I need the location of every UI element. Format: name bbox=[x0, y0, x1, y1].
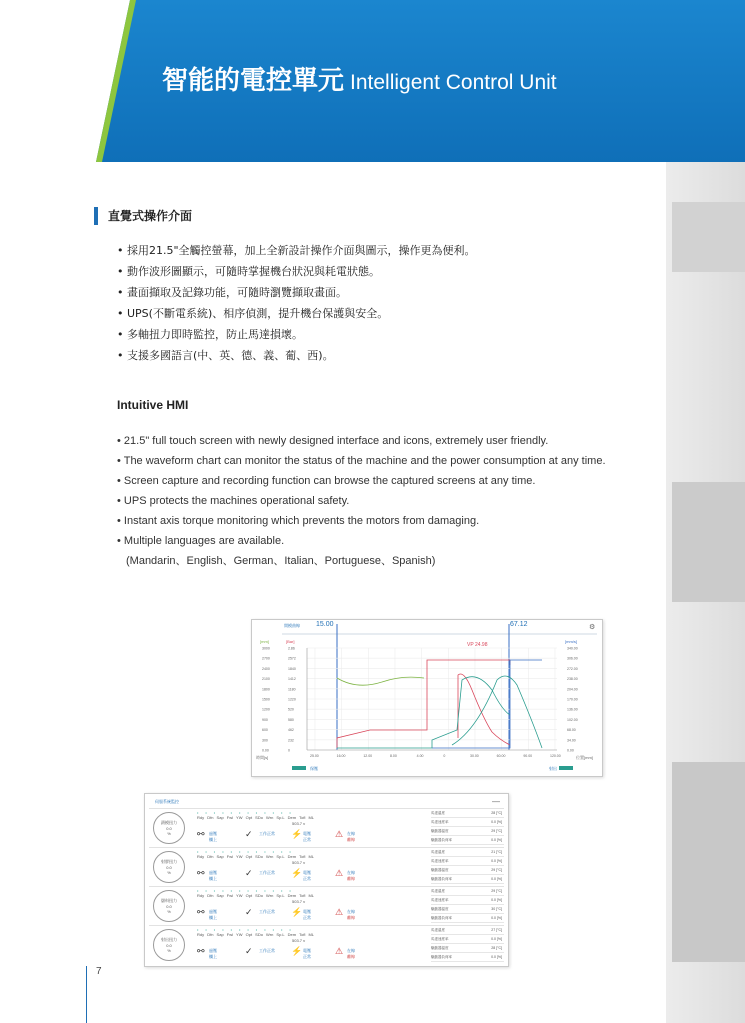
table-label: 驅動器溫度 bbox=[431, 907, 449, 911]
left-tick-label-2: 1412 bbox=[288, 677, 296, 682]
state-labels: Rdy Dfn Sap Fwl YW Opt SDo Wrn Sp.L Dem Tofl ML bbox=[197, 854, 314, 859]
err-b: 離線 bbox=[347, 954, 355, 959]
mode-a: 過壓 bbox=[209, 948, 217, 953]
list-item-text: Multiple languages are available. bbox=[123, 535, 285, 547]
mode-a: 過壓 bbox=[209, 909, 217, 914]
right-tick-label: 136.00 bbox=[567, 707, 578, 712]
ok-a: 電壓 bbox=[303, 870, 311, 875]
left-tick-label-2: 1180 bbox=[288, 687, 296, 692]
table-row bbox=[431, 875, 504, 884]
table-row bbox=[431, 836, 504, 845]
right-tick-label: 238.00 bbox=[567, 677, 578, 682]
list-item: • Screen capture and recording function can browse the captured screens at any time. bbox=[117, 471, 627, 491]
lightning-icon: ⚡ bbox=[291, 868, 303, 878]
torque-gauge bbox=[153, 929, 185, 961]
connection-icon: ⚠ bbox=[335, 907, 344, 917]
left-tick-label: 3000 bbox=[262, 646, 270, 651]
gauge-unit: % bbox=[167, 948, 171, 953]
list-item: • UPS protects the machines operational safety. bbox=[117, 491, 627, 511]
right-tick-label: 204.00 bbox=[567, 687, 578, 692]
err-b: 離線 bbox=[347, 837, 355, 842]
left-tick-label-2: 2572 bbox=[288, 656, 296, 661]
left-tick-label-2: 462 bbox=[288, 728, 294, 733]
close-icon[interactable]: — bbox=[492, 797, 500, 806]
table-row bbox=[431, 887, 504, 896]
legend-swatch-left bbox=[292, 766, 306, 770]
x-tick-label: 16.00 bbox=[336, 754, 346, 758]
table-label: 馬達速度率 bbox=[431, 859, 449, 863]
mode-status bbox=[209, 831, 217, 843]
voltage-status bbox=[303, 948, 311, 960]
table-label: 驅動器負荷率 bbox=[431, 916, 452, 920]
hmi-servo-monitor-screenshot bbox=[144, 793, 509, 967]
list-item: • 支援多國語言(中、英、德、義、葡、西)。 bbox=[117, 345, 476, 366]
table-value: 0.0 [%] bbox=[491, 916, 502, 920]
connection-status bbox=[347, 948, 355, 960]
hmi-waveform-screenshot bbox=[251, 619, 603, 777]
left-unit-bar: [Bar] bbox=[286, 639, 295, 644]
header-banner bbox=[0, 0, 745, 162]
left-tick-label-2: 232 bbox=[288, 738, 294, 743]
left-tick-label: 600 bbox=[262, 728, 268, 733]
ok-b: 正常 bbox=[303, 915, 311, 920]
err-a: 在線 bbox=[347, 948, 355, 953]
voltage-readout: 503.7 v bbox=[292, 821, 306, 826]
page-number: 7 bbox=[96, 966, 102, 977]
table-row bbox=[431, 857, 504, 866]
side-photo-band bbox=[666, 162, 745, 1023]
torque-gauge bbox=[153, 890, 185, 922]
status-dots: •••••••••••• bbox=[197, 927, 298, 932]
right-tick-label: 306.00 bbox=[567, 656, 578, 661]
gauge-label: 射出扭力 bbox=[161, 937, 177, 942]
gauge-value: 0.0 bbox=[166, 826, 172, 831]
cursor-right-value: 67.12 bbox=[510, 621, 528, 628]
check-circle-icon: ✓ bbox=[245, 868, 253, 878]
side-band-block bbox=[672, 762, 745, 962]
side-band-block bbox=[672, 202, 745, 272]
right-unit: [mm/s] bbox=[565, 639, 577, 644]
mode-b: 欄上 bbox=[209, 837, 217, 842]
list-item: • UPS(不斷電系統)、相序偵測，提升機台保護與安全。 bbox=[117, 303, 476, 324]
x-tick-label: 25.00 bbox=[310, 754, 319, 758]
page-title-zh: 智能的電控單元 bbox=[162, 66, 345, 96]
drive-data-table bbox=[431, 848, 504, 884]
list-item: • Instant axis torque monitoring which prevents the motors from damaging. bbox=[117, 511, 627, 531]
x-tick-label: 90.00 bbox=[523, 754, 533, 758]
connection-icon: ⚠ bbox=[335, 868, 344, 878]
lightning-icon: ⚡ bbox=[291, 946, 303, 956]
right-tick-label: 272.00 bbox=[567, 666, 578, 671]
table-value: 30 [°C] bbox=[491, 907, 502, 911]
state-labels: Rdy Dfn Sap Fwl YW Opt SDo Wrn Sp.L Dem Tofl ML bbox=[197, 815, 314, 820]
list-item: • 動作波形圖顯示，可隨時掌握機台狀況與耗電狀態。 bbox=[117, 261, 476, 282]
left-tick-label-2: 520 bbox=[288, 707, 294, 712]
settings-gear-icon[interactable]: ⚙ bbox=[589, 624, 596, 631]
x-tick-label: 60.00 bbox=[496, 754, 506, 758]
right-tick-label: 68.00 bbox=[567, 728, 576, 733]
list-item: • 21.5" full touch screen with newly designed interface and icons, extremely user friendly. bbox=[117, 431, 627, 451]
gauge-unit: % bbox=[167, 831, 171, 836]
torque-gauge bbox=[153, 812, 185, 844]
mode-status bbox=[209, 870, 217, 882]
table-label: 馬達溫度 bbox=[431, 889, 445, 893]
table-label: 驅動器負荷率 bbox=[431, 838, 452, 842]
table-label: 馬達溫度 bbox=[431, 811, 445, 815]
pressure-setpoint-line bbox=[337, 660, 510, 748]
link-icon: ⚯ bbox=[197, 829, 205, 839]
left-tick-label: 900 bbox=[262, 717, 268, 722]
err-a: 在線 bbox=[347, 870, 355, 875]
work-status-text: 工作正常 bbox=[259, 948, 275, 953]
page-number-rule bbox=[86, 966, 87, 1023]
page-title bbox=[162, 60, 557, 97]
table-label: 馬達速度率 bbox=[431, 937, 449, 941]
right-tick-label: 102.00 bbox=[567, 717, 578, 722]
list-item: • 多軸扭力即時監控，防止馬達損壞。 bbox=[117, 324, 476, 345]
link-icon: ⚯ bbox=[197, 946, 205, 956]
mode-a: 過壓 bbox=[209, 831, 217, 836]
table-label: 驅動器負荷率 bbox=[431, 877, 452, 881]
ok-a: 電壓 bbox=[303, 948, 311, 953]
table-label: 馬達速度率 bbox=[431, 898, 449, 902]
x-tick-label: 8.00 bbox=[390, 754, 397, 758]
right-tick-label: 340.00 bbox=[567, 646, 578, 651]
left-tick-label: 300 bbox=[262, 738, 268, 743]
table-row bbox=[431, 866, 504, 875]
table-label: 驅動器溫度 bbox=[431, 868, 449, 872]
table-label: 馬達溫度 bbox=[431, 850, 445, 854]
table-row bbox=[431, 944, 504, 953]
voltage-readout: 503.7 v bbox=[292, 860, 306, 865]
left-tick-label: 1500 bbox=[262, 697, 270, 702]
link-icon: ⚯ bbox=[197, 868, 205, 878]
side-band-block bbox=[672, 482, 745, 602]
check-circle-icon: ✓ bbox=[245, 907, 253, 917]
voltage-status bbox=[303, 831, 311, 843]
ok-b: 正常 bbox=[303, 876, 311, 881]
table-label: 驅動器溫度 bbox=[431, 946, 449, 950]
waveform-chart bbox=[252, 620, 602, 776]
left-tick-label: 2400 bbox=[262, 666, 270, 671]
x-tick-label: 4.00 bbox=[416, 754, 424, 758]
list-item: • 畫面擷取及記錄功能，可隨時瀏覽擷取畫面。 bbox=[117, 282, 476, 303]
vp-marker-label: VP bbox=[467, 642, 474, 648]
left-tick-label: 2100 bbox=[262, 677, 270, 682]
state-labels: Rdy Dfn Sap Fwl YW Opt SDo Wrn Sp.L Dem Tofl ML bbox=[197, 932, 314, 937]
monitor-row bbox=[149, 847, 504, 884]
table-row bbox=[431, 926, 504, 935]
status-dots: •••••••••••• bbox=[197, 849, 298, 854]
gauge-label: 鎖模扭力 bbox=[161, 820, 177, 825]
right-tick-label: 0.00 bbox=[567, 748, 574, 753]
list-item: • The waveform chart can monitor the status of the machine and the power consumption at any time. bbox=[117, 451, 627, 471]
monitor-title: 伺服系統監控 bbox=[155, 799, 179, 804]
err-b: 離線 bbox=[347, 915, 355, 920]
work-status-text: 工作正常 bbox=[259, 831, 275, 836]
voltage-status bbox=[303, 909, 311, 921]
table-value: 0.0 [%] bbox=[491, 877, 502, 881]
mode-b: 欄上 bbox=[209, 915, 217, 920]
table-value: 0.0 [%] bbox=[491, 937, 502, 941]
work-status-text: 工作正常 bbox=[259, 870, 275, 875]
left-tick-label-2: 580 bbox=[288, 717, 294, 722]
connection-status bbox=[347, 831, 355, 843]
pressure-curve bbox=[458, 674, 510, 745]
table-row bbox=[431, 896, 504, 905]
legend-inject: 射出 bbox=[549, 766, 557, 771]
ok-a: 電壓 bbox=[303, 831, 311, 836]
x-tick-label: 12.00 bbox=[363, 754, 373, 758]
connection-status bbox=[347, 870, 355, 882]
work-status bbox=[259, 948, 275, 954]
gauge-value: 0.0 bbox=[166, 904, 172, 909]
left-tick-label: 1200 bbox=[262, 707, 270, 712]
drive-data-table bbox=[431, 809, 504, 845]
check-circle-icon: ✓ bbox=[245, 946, 253, 956]
work-status bbox=[259, 870, 275, 876]
gauge-value: 0.0 bbox=[166, 865, 172, 870]
monitor-row bbox=[149, 808, 504, 845]
left-tick-label: 1800 bbox=[262, 687, 270, 692]
table-value: 0.0 [%] bbox=[491, 838, 502, 842]
x-axis-label-right: 位置[mm] bbox=[576, 755, 593, 760]
left-unit-mm: [mm] bbox=[260, 639, 269, 644]
work-status bbox=[259, 831, 275, 837]
legend-swatch-right bbox=[559, 766, 573, 770]
work-status-text: 工作正常 bbox=[259, 909, 275, 914]
table-value: 0.0 [%] bbox=[491, 859, 502, 863]
mode-status bbox=[209, 948, 217, 960]
voltage-readout: 503.7 v bbox=[292, 938, 306, 943]
monitor-row bbox=[149, 886, 504, 923]
drive-data-table bbox=[431, 926, 504, 962]
vp-marker-value: 24.98 bbox=[474, 642, 488, 648]
section-heading-zh: 直覺式操作介面 bbox=[94, 207, 192, 225]
table-row bbox=[431, 905, 504, 914]
voltage-readout: 503.7 v bbox=[292, 899, 306, 904]
err-a: 在線 bbox=[347, 831, 355, 836]
right-tick-label: 34.00 bbox=[567, 738, 576, 743]
x-tick-label: 120.00 bbox=[550, 754, 561, 758]
connection-icon: ⚠ bbox=[335, 829, 344, 839]
table-row bbox=[431, 818, 504, 827]
mode-a: 過壓 bbox=[209, 870, 217, 875]
monitor-row bbox=[149, 925, 504, 962]
legend-hold: 保壓 bbox=[310, 766, 318, 771]
table-value: 29 [°C] bbox=[491, 829, 502, 833]
ok-b: 正常 bbox=[303, 954, 311, 959]
mode-b: 欄上 bbox=[209, 876, 217, 881]
err-a: 在線 bbox=[347, 909, 355, 914]
mode-b: 欄上 bbox=[209, 954, 217, 959]
table-row bbox=[431, 935, 504, 944]
table-row bbox=[431, 809, 504, 818]
status-dots: •••••••••••• bbox=[197, 810, 298, 815]
table-value: 0.0 [%] bbox=[491, 898, 502, 902]
gauge-value: 0.0 bbox=[166, 943, 172, 948]
x-axis-label-left: 時間[s] bbox=[256, 755, 269, 760]
table-label: 馬達溫度 bbox=[431, 928, 445, 932]
connection-status bbox=[347, 909, 355, 921]
table-label: 驅動器溫度 bbox=[431, 829, 449, 833]
table-value: 27 [°C] bbox=[491, 928, 502, 932]
err-b: 離線 bbox=[347, 876, 355, 881]
mode-status bbox=[209, 909, 217, 921]
languages-note: (Mandarin、English、German、Italian、Portuguese、Spanish) bbox=[126, 555, 436, 567]
table-value: 0.0 [%] bbox=[491, 955, 502, 959]
state-labels: Rdy Dfn Sap Fwl YW Opt SDo Wrn Sp.L Dem Tofl ML bbox=[197, 893, 314, 898]
connection-icon: ⚠ bbox=[335, 946, 344, 956]
bullet-list-zh bbox=[117, 240, 476, 366]
check-circle-icon: ✓ bbox=[245, 829, 253, 839]
table-row bbox=[431, 914, 504, 923]
left-tick-label-2: 0 bbox=[288, 748, 290, 753]
left-tick-label-2: 1840 bbox=[288, 666, 296, 671]
cursor-left-value: 15.00 bbox=[316, 621, 334, 628]
table-value: 21 [°C] bbox=[491, 850, 502, 854]
bullet-list-en bbox=[117, 431, 627, 571]
ok-a: 電壓 bbox=[303, 909, 311, 914]
lightning-icon: ⚡ bbox=[291, 829, 303, 839]
drive-data-table bbox=[431, 887, 504, 923]
gauge-label: 儲料扭力 bbox=[161, 898, 177, 903]
table-row bbox=[431, 827, 504, 836]
left-tick-label: 2700 bbox=[262, 656, 270, 661]
list-item bbox=[117, 531, 627, 571]
left-tick-label: 0.00 bbox=[262, 748, 269, 753]
table-row bbox=[431, 953, 504, 962]
left-tick-label-2: 1220 bbox=[288, 697, 296, 702]
torque-gauge bbox=[153, 851, 185, 883]
x-tick-label: 30.00 bbox=[470, 754, 479, 758]
lightning-icon: ⚡ bbox=[291, 907, 303, 917]
status-dots: •••••••••••• bbox=[197, 888, 298, 893]
page-title-en: Intelligent Control Unit bbox=[350, 71, 557, 94]
table-value: 29 [°C] bbox=[491, 889, 502, 893]
right-tick-label: 170.00 bbox=[567, 697, 578, 702]
left-tick-label-2: 2.86 bbox=[288, 646, 295, 651]
gauge-label: 射膠扭力 bbox=[161, 859, 177, 864]
x-tick-label: 0 bbox=[443, 754, 446, 758]
table-row bbox=[431, 848, 504, 857]
gauge-unit: % bbox=[167, 870, 171, 875]
table-label: 驅動器負荷率 bbox=[431, 955, 452, 959]
gauge-unit: % bbox=[167, 909, 171, 914]
table-value: 0.0 [%] bbox=[491, 820, 502, 824]
section-heading-en: Intuitive HMI bbox=[117, 398, 189, 412]
table-value: 28 [°C] bbox=[491, 811, 502, 815]
waveform-tab-label: 開模曲線 bbox=[284, 623, 300, 628]
list-item: • 採用21.5"全觸控螢幕，加上全新設計操作介面與圖示，操作更為便利。 bbox=[117, 240, 476, 261]
table-label: 馬達速度率 bbox=[431, 820, 449, 824]
link-icon: ⚯ bbox=[197, 907, 205, 917]
table-value: 29 [°C] bbox=[491, 868, 502, 872]
table-value: 28 [°C] bbox=[491, 946, 502, 950]
voltage-status bbox=[303, 870, 311, 882]
ok-b: 正常 bbox=[303, 837, 311, 842]
work-status bbox=[259, 909, 275, 915]
speed-curve bbox=[337, 677, 510, 748]
